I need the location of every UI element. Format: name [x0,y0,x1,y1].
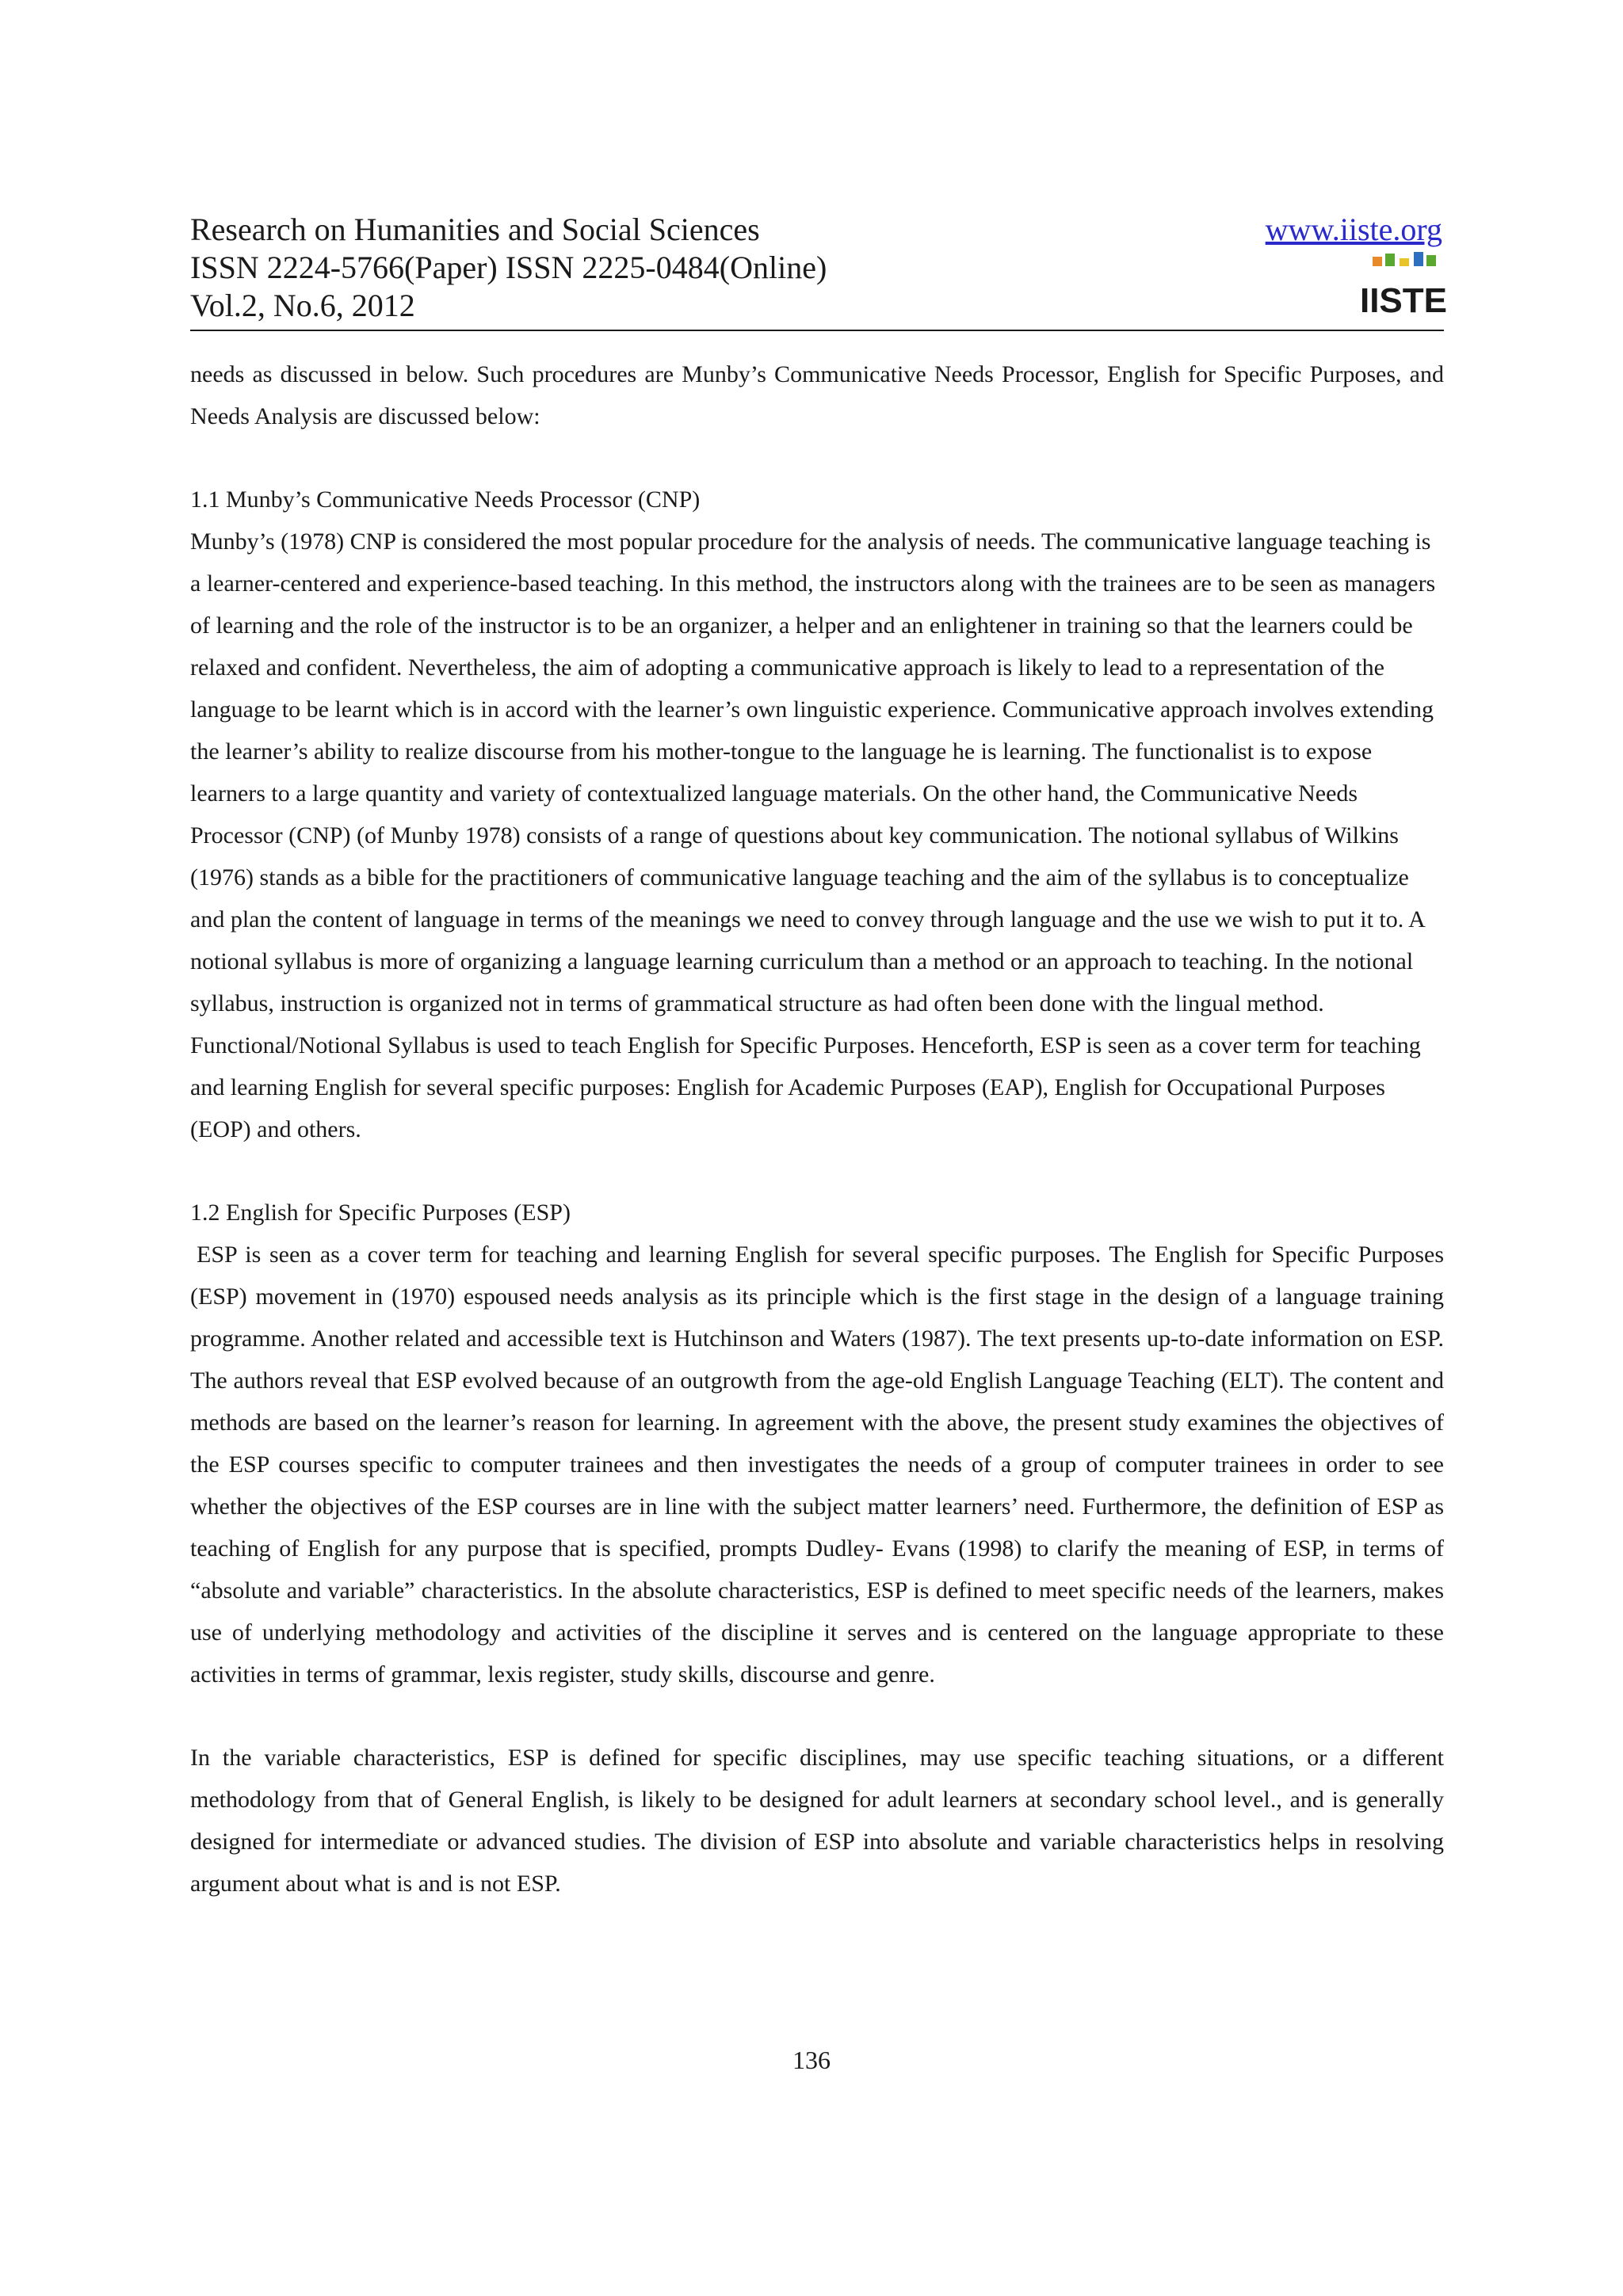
section-1-2-paragraph: ESP is seen as a cover term for teaching and learning English for several specific purposes. The English for Specific Purposes (ESP) movement in (1970) espoused needs analysis as its principle which is the first stage in the design of a language training programme. Another related and accessible text is Hutchinson and Waters (1987). The text presents up-to-date information on ESP. The authors reveal that ESP evolved because of an outgrowth from the age-old English Language Teaching (ELT). The content and methods are based on the learner’s reason for learning. In agreement with the above, the present study examines the objectives of the ESP courses specific to computer trainees and then investigates the needs of a group of computer trainees in order to see whether the objectives of the ESP courses are in line with the subject matter learners’ need. Furthermore, the definition of ESP as teaching of English for any purpose that is specified, prompts Dudley- Evans (1998) to clarify the meaning of ESP, in terms of “absolute and variable” characteristics. In the absolute characteristics, ESP is defined to meet specific needs of the learners, makes use of underlying methodology and activities of the discipline it serves and is centered on the language appropriate to these activities in terms of grammar, lexis register, study skills, discourse and genre. [190,1241,1444,1688]
article-body [190,353,1444,1905]
journal-header [190,211,1448,334]
section-1-2-heading: 1.2 English for Specific Purposes (ESP) [190,1199,571,1226]
intro-paragraph: needs as discussed in below. Such procedures are Munby’s Communicative Needs Processor, English for Specific Purposes, and Needs Analysis are discussed below: [190,361,1444,429]
iiste-logo-icon [1359,252,1448,320]
iiste-logo-text: IISTE [1359,281,1448,320]
section-1-1-heading: 1.1 Munby’s Communicative Needs Processor (CNP) [190,486,701,513]
section-1-2-paragraph-2: In the variable characteristics, ESP is defined for specific disciplines, may use specific teaching situations, or a different methodology from that of General English, is likely to be designed for adult learners at secondary school level., and is generally designed for intermediate or advanced studies. The division of ESP into absolute and variable characteristics helps in resolving argument about what is and is not ESP. [190,1745,1444,1897]
spacer [190,437,1444,479]
spacer [190,1150,1444,1192]
journal-issn: ISSN 2224-5766(Paper) ISSN 2225-0484(Online) [190,250,827,285]
journal-title: Research on Humanities and Social Sciences [190,212,760,247]
header-divider [190,330,1444,331]
spacer [190,1695,1444,1737]
journal-volume: Vol.2, No.6, 2012 [190,288,415,323]
section-1-1-paragraph: Munby’s (1978) CNP is considered the most popular procedure for the analysis of needs. The communicative language teaching is a learner-centered and experience-based teaching. In this method, the instructors along with the trainees are to be seen as managers of learning and the role of the instructor is to be an organizer, a helper and an enlightener in training so that the learners could be relaxed and confident. Nevertheless, the aim of adopting a communicative approach is likely to lead to a representation of the language to be learnt which is in accord with the learner’s own linguistic experience. Communicative approach involves extending the learner’s ability to realize discourse from his mother-tongue to the language he is learning. The functionalist is to expose learners to a large quantity and variety of contextualized language materials. On the other hand, the Communicative Needs Processor (CNP) (of Munby 1978) consists of a range of questions about key communication. The notional syllabus of Wilkins (1976) stands as a bible for the practitioners of communicative language teaching and the aim of the syllabus is to conceptualize and plan the content of language in terms of the meanings we need to convey through language and the use we wish to put it to. A notional syllabus is more of organizing a language learning curriculum than a method or an approach to teaching. In the notional syllabus, instruction is organized not in terms of grammatical structure as had often been done with the lingual method. Functional/Notional Syllabus is used to teach English for Specific Purposes. Henceforth, ESP is seen as a cover term for teaching and learning English for several specific purposes: English for Academic Purposes (EAP), English for Occupational Purposes (EOP) and others. [190,528,1436,1142]
journal-website-link[interactable]: www.iiste.org [1265,212,1442,247]
page-number: 136 [792,2046,831,2074]
